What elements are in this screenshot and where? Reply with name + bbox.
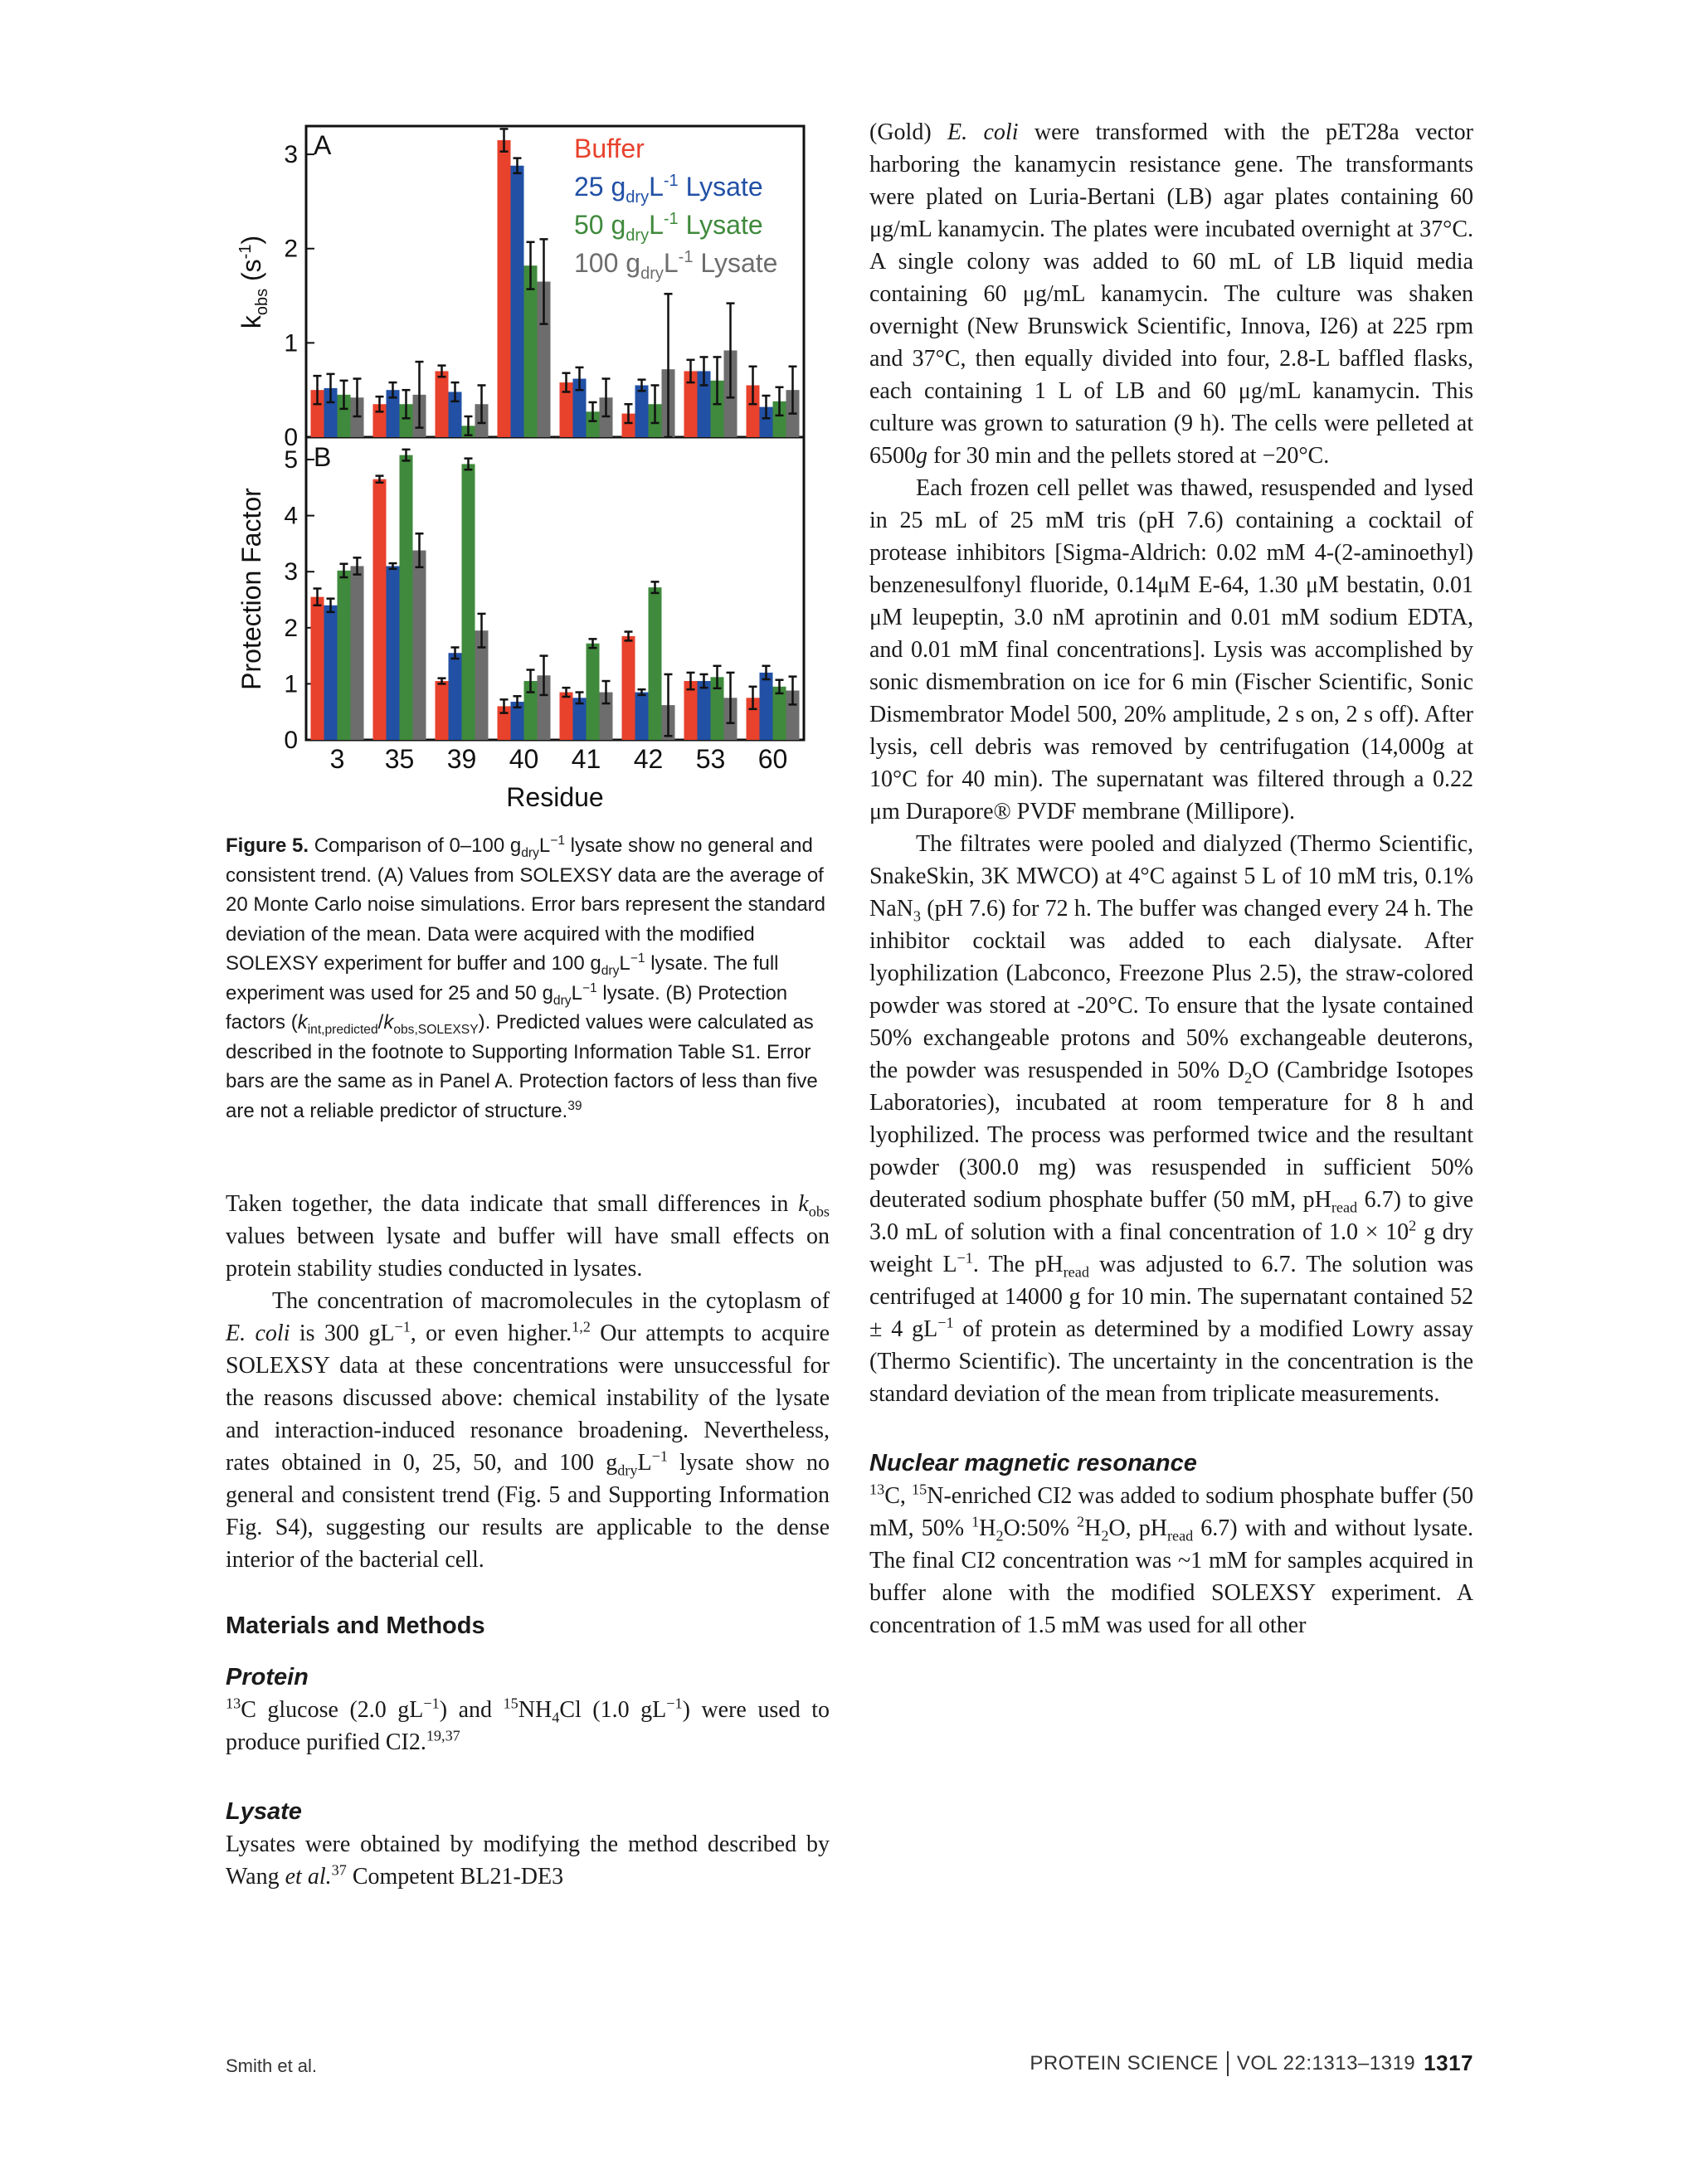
panel-b-bar [622, 636, 635, 740]
footer-divider [1227, 2051, 1229, 2076]
panel-b-ylabel: Protection Factor [236, 488, 266, 690]
footer-journal: PROTEIN SCIENCE [1030, 2051, 1219, 2075]
panel-b-bar [311, 597, 324, 740]
panel-b-bar [413, 551, 426, 740]
panel-b-bar [462, 464, 475, 740]
panel-b-bar [436, 681, 449, 740]
panel-b-xlabel: Residue [506, 782, 604, 812]
panel-b-bar [698, 681, 711, 740]
panel-b-bar [324, 606, 338, 740]
panel-b-ytick-label: 0 [284, 727, 298, 754]
panel-a-ytick-label: 1 [284, 329, 298, 358]
panel-a-ytick-label: 0 [284, 424, 298, 451]
footer-volume: VOL 22:1313–1319 [1236, 2051, 1416, 2075]
paragraph-lysate: Lysates were obtained by modifying the method described by Wang et al.$^{37}$ Competent BL21-DE3 [226, 1831, 830, 1890]
figure-caption: Figure 5. Comparison of 0–100 $g_{dry}L^{-1}$ lysate show no general and consistent trend. (A) Values from SOLEXSY data are the average of 20 Monte Carlo noise simulations. Error bars represent the standard deviation of the mean. Data were acquired with the modified SOLEXSY experiment for buffer and 100 $g_{dry}L^{-1}$ lysate. The full experiment was used for 25 and 50 $g_{dry}L^{-1}$ lysate. (B) Protection factors $(k_{int,predicted}/k_{obs,SOLEXSY})$. Predicted values were calculated as described in the footnote to Supporting Information Table S1. Error bars are the same as in Panel A. Protection factors of less than five are not a reliable predictor of structure.$^{39}$ [226, 834, 826, 1122]
x-tick-label: 41 [571, 744, 601, 774]
x-tick-labels [330, 744, 788, 774]
panel-a-ylabel: $k_{obs}$ $(s^{-1})$ [236, 235, 271, 329]
panel-b-ytick-label: 5 [284, 446, 298, 474]
panel-b-bar [449, 653, 462, 740]
panel-b-bar [351, 566, 364, 740]
panel-a-bar [436, 371, 449, 437]
panel-b-label: B [314, 442, 332, 472]
paragraph-pellet-lysis: Each frozen cell pellet was thawed, resuspended and lysed in 25 mL of 25 mM tris (pH 7.6) containing a cocktail of protease inhibitors [Sigma-Aldrich: 0.02 mM 4-(2-aminoethyl) benzenesulfonyl fluoride, 0.14μM E-64, 1.30 μM bestatin, 0.01 μM leupeptin, 3.0 nM aprotinin and 0.01 mM sodium EDTA, and 0.01 mM final concentrations]. Lysis was accomplished by sonic dismembration on ice for 6 min (Fischer Scientific, Sonic Dismembrator Model 500, 20% amplitude, 2 s on, 2 s off). After lysis, cell debris was removed by centrifugation (14,000g at 10°C for 40 min). The supernatant was filtered through a 0.22 μm Durapore® PVDF membrane (Millipore). [869, 475, 1473, 824]
panel-b-ytick-label: 4 [284, 502, 298, 530]
right-column [869, 116, 1473, 1642]
legend-entry: 50 $g_{dry}L^{-1}$ Lysate [574, 210, 763, 245]
panel-b-ytick-label: 2 [284, 614, 298, 642]
paragraph-concentration: The concentration of macromolecules in the cytoplasm of E. coli is 300 $gL^{-1}$, or even higher.$^{1,2}$ Our attempts to acquire SOLEXSY data at these concentrations were unsuccessful for the reasons discussed above: chemical instability of the lysate and interaction-induced resonance broadening. Nevertheless, rates obtained in 0, 25, 50, and 100 $g_{dry}L^{-1}$ lysate show no general and consistent trend (Fig. 5 and Supporting Information Fig. S4), suggesting our results are applicable to the dense interior of the bacterial cell. [226, 1288, 830, 1573]
panel-b-bar [773, 687, 786, 740]
heading-protein: Protein [226, 1664, 309, 1690]
x-tick-label: 35 [384, 744, 415, 774]
panel-b-bar [387, 566, 400, 740]
panel-a-ytick-label: 2 [284, 235, 298, 263]
paragraph-nmr: $^{13}$C, $^{15}$N-enriched CI2 was added to sodium phosphate buffer (50 mM, 50% $^1H_2O:50\%$ $^2H_2O$, $pH_{read}$ 6.7) with and without lysate. The final CI2 concentration was ~1 mM for samples acquired in buffer alone with the modified SOLEXSY experiment. A concentration of 1.5 mM was used for all other [869, 1481, 1474, 1638]
figure-5 [226, 116, 830, 829]
panel-a-ytick-label: 3 [284, 141, 298, 169]
panel-b-bar [338, 571, 351, 740]
x-tick-label: 40 [509, 744, 539, 774]
paragraph-transformation: (Gold) E. coli were transformed with the pET28a vector harboring the kanamycin resistance gene. The transformants were plated on Luria-Bertani (LB) agar plates containing 60 μg/mL kanamycin. The plates were incubated overnight at 37°C. A single colony was added to 60 mL of LB liquid media containing 60 μg/mL kanamycin. The culture was shaken overnight (New Brunswick Scientific, Innova, I26) at 225 rpm and 37°C, then equally divided into four, 2.8-L baffled flasks, each containing 1 L of LB and 60 μg/mL kanamycin. This culture was grown to saturation (9 h). The cells were pelleted at 6500g for 30 min and the pellets stored at −20°C. [869, 119, 1474, 469]
panel-a-bar [498, 140, 511, 437]
left-column [226, 1188, 830, 1893]
panel-b-ytick-label: 3 [284, 558, 298, 586]
legend-entry: 100 $g_{dry}L^{-1}$ Lysate [574, 248, 778, 283]
caption-label: Figure 5. [226, 834, 309, 857]
figure-5-chart [226, 116, 830, 829]
panel-a-bar [635, 386, 649, 438]
panel-b-bar [400, 455, 413, 740]
x-tick-label: 42 [633, 744, 664, 774]
heading-materials-methods: Materials and Methods [226, 1612, 485, 1639]
x-tick-label: 60 [757, 744, 788, 774]
panel-b-bar [649, 587, 662, 740]
panel-a-label: A [314, 130, 332, 160]
panel-b-bar [635, 693, 649, 740]
legend [574, 134, 777, 283]
x-tick-label: 39 [446, 744, 477, 774]
panel-b-bars [311, 450, 800, 740]
x-tick-label: 53 [695, 744, 726, 774]
legend-entry: 25 $g_{dry}L^{-1}$ Lysate [574, 172, 763, 207]
x-tick-label: 3 [329, 744, 345, 774]
panel-a-bar [524, 265, 538, 437]
footer-authors: Smith et al. [226, 2055, 318, 2076]
panel-b-bar [373, 479, 387, 740]
footer-journal-info [1030, 2050, 1473, 2076]
heading-lysate: Lysate [226, 1798, 302, 1825]
paragraph-summary: Taken together, the data indicate that small differences in $k_{obs}$ values between lysate and buffer will have small effects on protein stability studies conducted in lysates. [226, 1191, 830, 1282]
panel-b-bar [587, 644, 600, 740]
panel-b-ytick-label: 1 [284, 670, 298, 698]
paragraph-dialysis: The filtrates were pooled and dialyzed (Thermo Scientific, SnakeSkin, 3K MWCO) at 4°C against 5 L of 10 mM tris, 0.1% NaN$_3$ (pH 7.6) for 72 h. The buffer was changed every 24 h. The inhibitor cocktail was added to each dialysate. After lyophilization (Labconco, Freezone Plus 2.5), the straw-colored powder was stored at -20°C. To ensure that the lysate contained 50% exchangeable protons and 50% exchangeable deuterons, the powder was resuspended in 50% $D_2O$ (Cambridge Isotopes Laboratories), incubated at room temperature for 8 h and lyophilized. The process was performed twice and the resultant powder (300.0 mg) was resuspended in sufficient 50% deuterated sodium phosphate buffer (50 mM, $pH_{read}$ 6.7) to give 3.0 mL of solution with a final concentration of $1.0 \times 10^2$ g dry weight $L^{-1}$. The $pH_{read}$ was adjusted to 6.7. The solution was centrifuged at 14000 g for 10 min. The supernatant contained 52 ± 4 $gL^{-1}$ of protein as determined by a modified Lowry assay (Thermo Scientific). The uncertainty in the concentration is the standard deviation of the mean from triplicate measurements. [869, 831, 1473, 1407]
legend-entry: Buffer [574, 134, 645, 163]
footer-page-number: 1317 [1424, 2050, 1473, 2075]
panel-b-bar [560, 693, 573, 740]
panel-b-bar [760, 673, 773, 740]
paragraph-protein: $^{13}$C glucose (2.0 $gL^{-1}$) and $^{15}NH_4Cl$ (1.0 $gL^{-1}$) were used to produce purified CI2.$^{19,37}$ [226, 1695, 830, 1755]
panel-a-bar [511, 166, 524, 437]
heading-nmr: Nuclear magnetic resonance [869, 1450, 1197, 1476]
